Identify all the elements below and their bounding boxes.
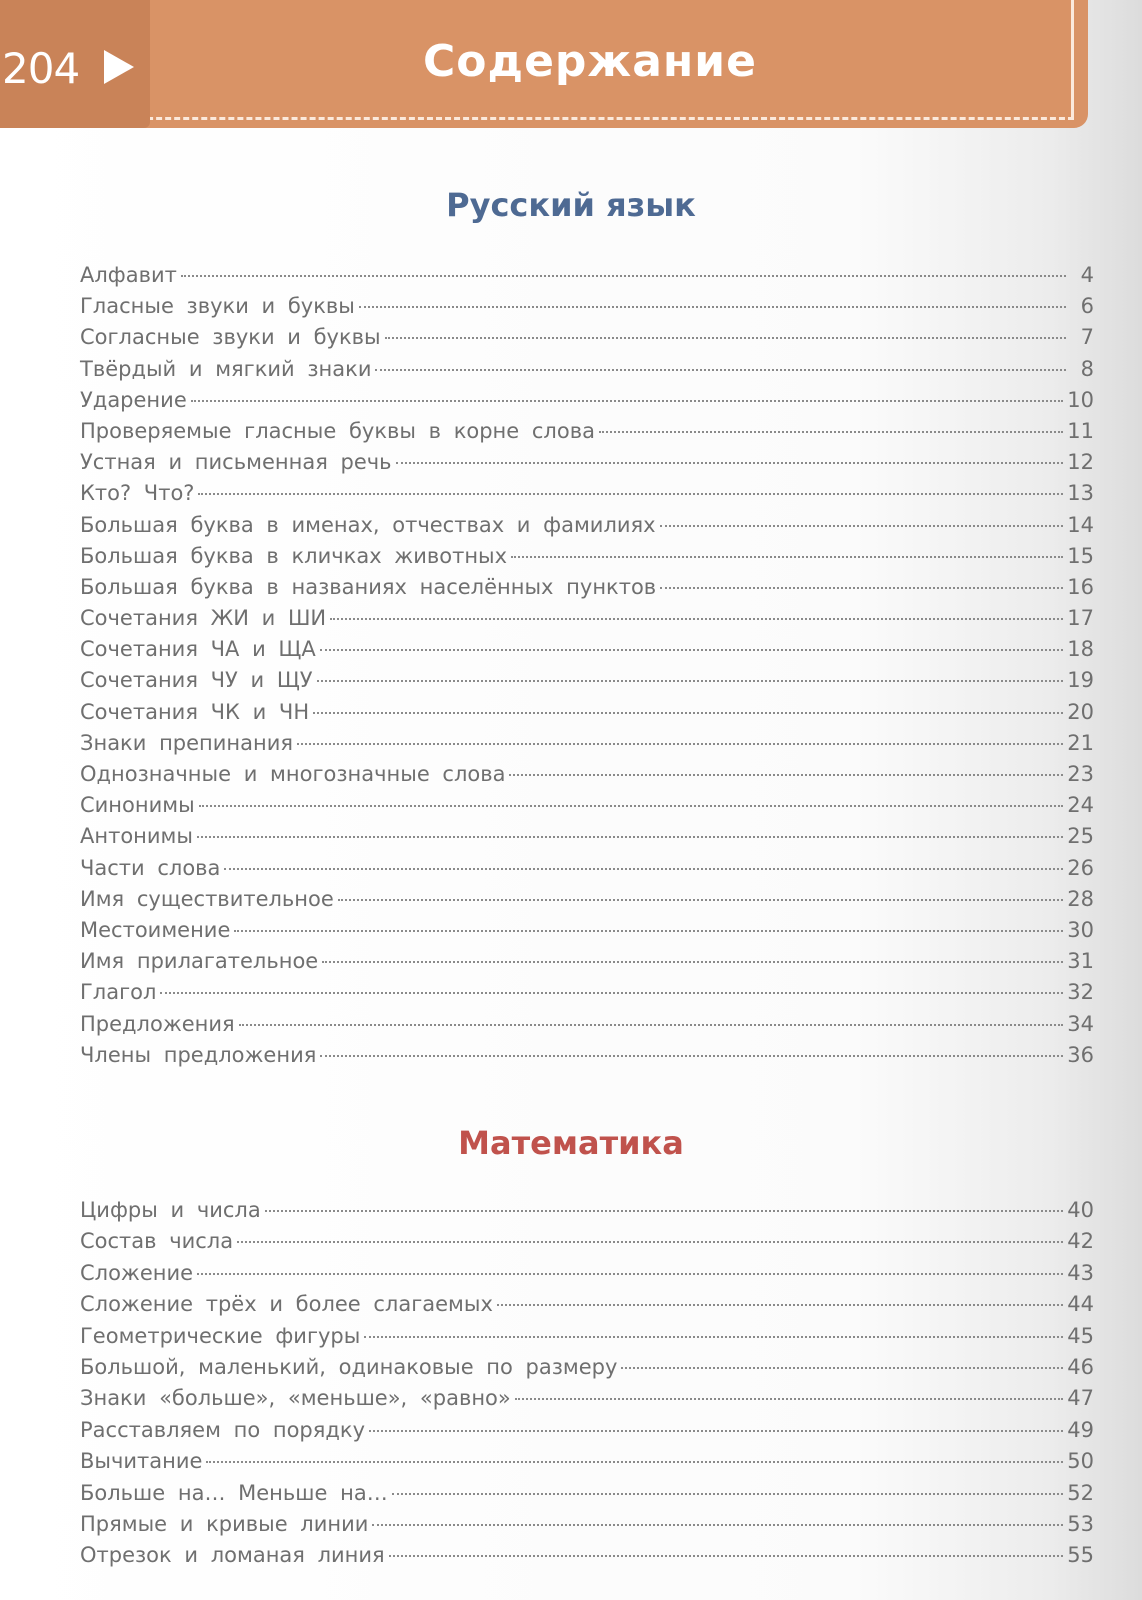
- toc-entry-page-number: 20: [1067, 699, 1094, 724]
- toc-entry: [80, 419, 1094, 450]
- toc-entry-title: Кто? Что?: [80, 481, 195, 506]
- dot-leader: [660, 525, 1064, 527]
- toc-entry-page-number: 17: [1067, 606, 1094, 631]
- toc-entry-page-number: 47: [1067, 1386, 1094, 1411]
- dot-leader: [320, 649, 1064, 651]
- dot-leader: [375, 369, 1066, 371]
- toc-entry-title: Однозначные и многозначные слова: [80, 762, 506, 786]
- toc-entry: [80, 294, 1094, 325]
- toc-entry: [80, 731, 1094, 762]
- dot-leader: [660, 587, 1063, 589]
- toc-entry-page-number: 23: [1067, 762, 1094, 786]
- toc-entry-title: Антонимы: [80, 824, 193, 849]
- toc-entry: [80, 1012, 1094, 1043]
- dot-leader: [197, 836, 1063, 838]
- toc-entry-page-number: 46: [1067, 1354, 1094, 1379]
- toc-entry-page-number: 4: [1080, 263, 1094, 287]
- toc-list-russian: [80, 263, 1094, 1074]
- toc-entry: [80, 949, 1094, 980]
- toc-entry: [80, 793, 1094, 824]
- toc-entry-title: Местоимение: [80, 917, 231, 942]
- dot-leader: [515, 1398, 1064, 1400]
- toc-entry: [80, 1481, 1094, 1512]
- dot-leader: [297, 743, 1063, 745]
- toc-entry-page-number: 16: [1067, 574, 1094, 599]
- toc-entry-page-number: 21: [1067, 730, 1094, 755]
- toc-entry-title: Геометрические фигуры: [80, 1323, 361, 1348]
- toc-entry: [80, 856, 1094, 887]
- toc-entry: [80, 481, 1094, 512]
- toc-entry-title: Части слова: [80, 855, 221, 880]
- toc-entry-title: Алфавит: [80, 263, 177, 287]
- toc-entry-title: Прямые и кривые линии: [80, 1511, 369, 1536]
- toc-entry-title: Цифры и числа: [80, 1198, 261, 1222]
- dot-leader: [322, 961, 1063, 963]
- toc-entry-title: Большая буква в названиях населённых пунктов: [80, 574, 657, 599]
- toc-entry-title: Больше на… Меньше на…: [80, 1480, 388, 1505]
- dot-leader: [320, 1055, 1063, 1057]
- toc-entry: [80, 1043, 1094, 1074]
- toc-entry-page-number: 49: [1067, 1417, 1094, 1442]
- toc-entry-page-number: 13: [1067, 481, 1094, 506]
- dot-leader: [317, 680, 1064, 682]
- dot-leader: [392, 1493, 1064, 1495]
- toc-entry: [80, 513, 1094, 544]
- toc-entry: [80, 606, 1094, 637]
- toc-entry: [80, 762, 1094, 793]
- section-heading-math: Математика: [458, 1124, 684, 1162]
- toc-entry-page-number: 15: [1067, 543, 1094, 568]
- page-number-tab: [0, 0, 150, 128]
- toc-entry-title: Вычитание: [80, 1449, 203, 1474]
- toc-entry-page-number: 50: [1067, 1449, 1094, 1474]
- toc-list-math: [80, 1198, 1094, 1575]
- dot-leader: [181, 275, 1066, 277]
- toc-entry-page-number: 24: [1067, 793, 1094, 818]
- toc-entry: [80, 1512, 1094, 1543]
- toc-entry-page-number: 32: [1067, 980, 1094, 1005]
- dot-leader: [191, 400, 1064, 402]
- toc-entry: [80, 1418, 1094, 1449]
- toc-entry-title: Имя существительное: [80, 886, 334, 911]
- dot-leader: [369, 1430, 1063, 1432]
- toc-entry-page-number: 14: [1067, 512, 1094, 537]
- toc-entry-page-number: 8: [1080, 356, 1094, 381]
- toc-entry: [80, 668, 1094, 699]
- dot-leader: [160, 992, 1063, 994]
- toc-entry-title: Члены предложения: [80, 1042, 317, 1067]
- dot-leader: [239, 1024, 1064, 1026]
- page-title: Содержание: [423, 36, 757, 87]
- toc-entry-page-number: 52: [1067, 1480, 1094, 1505]
- dot-leader: [621, 1367, 1063, 1369]
- toc-entry-title: Сочетания ЧУ и ЩУ: [80, 668, 313, 693]
- toc-entry-title: Устная и письменная речь: [80, 450, 392, 475]
- toc-entry-title: Сложение трёх и более слагаемых: [80, 1292, 493, 1317]
- toc-entry: [80, 700, 1094, 731]
- dot-leader: [509, 774, 1063, 776]
- dot-leader: [265, 1210, 1064, 1212]
- toc-entry: [80, 1229, 1094, 1260]
- toc-entry: [80, 388, 1094, 419]
- toc-entry-page-number: 53: [1067, 1511, 1094, 1536]
- toc-entry-page-number: 10: [1067, 387, 1094, 412]
- toc-entry-page-number: 43: [1067, 1260, 1094, 1285]
- section-heading-russian: Русский язык: [446, 186, 696, 224]
- page-number: 204: [2, 44, 80, 93]
- toc-entry-title: Большая буква в именах, отчествах и фамилиях: [80, 512, 656, 537]
- toc-entry: [80, 544, 1094, 575]
- toc-entry: [80, 1543, 1094, 1574]
- toc-entry-title: Расставляем по порядку: [80, 1417, 366, 1442]
- dot-leader: [511, 556, 1063, 558]
- toc-entry-title: Твёрдый и мягкий знаки: [80, 356, 372, 381]
- toc-entry-page-number: 34: [1067, 1011, 1094, 1036]
- toc-entry: [80, 637, 1094, 668]
- toc-entry-page-number: 30: [1067, 917, 1094, 942]
- toc-entry-title: Сложение: [80, 1260, 194, 1285]
- dot-leader: [599, 431, 1063, 433]
- toc-entry: [80, 325, 1094, 356]
- toc-entry: [80, 1355, 1094, 1386]
- toc-entry-page-number: 55: [1067, 1543, 1094, 1568]
- toc-entry: [80, 575, 1094, 606]
- toc-entry: [80, 1386, 1094, 1417]
- toc-entry-title: Проверяемые гласные буквы в корне слова: [80, 418, 595, 443]
- toc-entry-title: Большой, маленький, одинаковые по размеру: [80, 1354, 618, 1379]
- toc-entry-page-number: 44: [1067, 1292, 1094, 1317]
- toc-entry-title: Синонимы: [80, 793, 195, 818]
- toc-entry: [80, 1198, 1094, 1229]
- play-arrow-icon: [104, 50, 134, 84]
- toc-entry-page-number: 11: [1067, 418, 1094, 443]
- toc-entry-title: Имя прилагательное: [80, 949, 319, 974]
- toc-entry-title: Сочетания ЧК и ЧН: [80, 699, 310, 724]
- toc-entry: [80, 1292, 1094, 1323]
- toc-entry: [80, 1261, 1094, 1292]
- dot-leader: [359, 306, 1066, 308]
- dot-leader: [237, 1241, 1063, 1243]
- toc-entry-page-number: 12: [1067, 450, 1094, 475]
- toc-entry-page-number: 36: [1067, 1042, 1094, 1067]
- dot-leader: [206, 1461, 1063, 1463]
- toc-entry-title: Глагол: [80, 980, 157, 1005]
- toc-entry-title: Сочетания ЧА и ЩА: [80, 637, 316, 662]
- toc-entry-page-number: 18: [1067, 637, 1094, 662]
- toc-entry-title: Знаки «больше», «меньше», «равно»: [80, 1386, 511, 1411]
- toc-entry: [80, 1324, 1094, 1355]
- dot-leader: [338, 899, 1063, 901]
- toc-entry-page-number: 26: [1067, 855, 1094, 880]
- toc-entry: [80, 980, 1094, 1011]
- toc-entry-title: Состав числа: [80, 1229, 234, 1254]
- dot-leader: [313, 712, 1063, 714]
- toc-entry-page-number: 25: [1067, 824, 1094, 849]
- toc-entry-page-number: 6: [1080, 294, 1094, 319]
- dot-leader: [198, 493, 1063, 495]
- dot-leader: [199, 805, 1064, 807]
- toc-entry-title: Отрезок и ломаная линия: [80, 1543, 385, 1568]
- dot-leader: [497, 1304, 1063, 1306]
- toc-entry: [80, 887, 1094, 918]
- toc-entry: [80, 918, 1094, 949]
- dot-leader: [364, 1336, 1063, 1338]
- toc-entry-page-number: 31: [1067, 949, 1094, 974]
- toc-entry-page-number: 19: [1067, 668, 1094, 693]
- toc-entry-page-number: 42: [1067, 1229, 1094, 1254]
- dot-leader: [330, 618, 1063, 620]
- dot-leader: [389, 1555, 1064, 1557]
- toc-entry-page-number: 7: [1080, 325, 1094, 350]
- toc-entry-title: Гласные звуки и буквы: [80, 294, 355, 319]
- toc-entry-title: Ударение: [80, 387, 187, 412]
- toc-entry-title: Согласные звуки и буквы: [80, 325, 381, 350]
- dot-leader: [396, 462, 1064, 464]
- toc-entry: [80, 450, 1094, 481]
- toc-entry-page-number: 45: [1067, 1323, 1094, 1348]
- toc-entry-page-number: 40: [1067, 1198, 1094, 1222]
- toc-entry: [80, 1449, 1094, 1480]
- dot-leader: [234, 930, 1063, 932]
- dot-leader: [372, 1524, 1063, 1526]
- toc-entry-title: Знаки препинания: [80, 730, 294, 755]
- dot-leader: [224, 868, 1063, 870]
- toc-entry-title: Сочетания ЖИ и ШИ: [80, 606, 327, 631]
- toc-entry-title: Большая буква в кличках животных: [80, 543, 508, 568]
- toc-entry: [80, 824, 1094, 855]
- dot-leader: [197, 1273, 1063, 1275]
- dot-leader: [385, 337, 1066, 339]
- toc-entry: [80, 357, 1094, 388]
- toc-entry-page-number: 28: [1067, 886, 1094, 911]
- toc-entry-title: Предложения: [80, 1011, 235, 1036]
- toc-entry: [80, 263, 1094, 294]
